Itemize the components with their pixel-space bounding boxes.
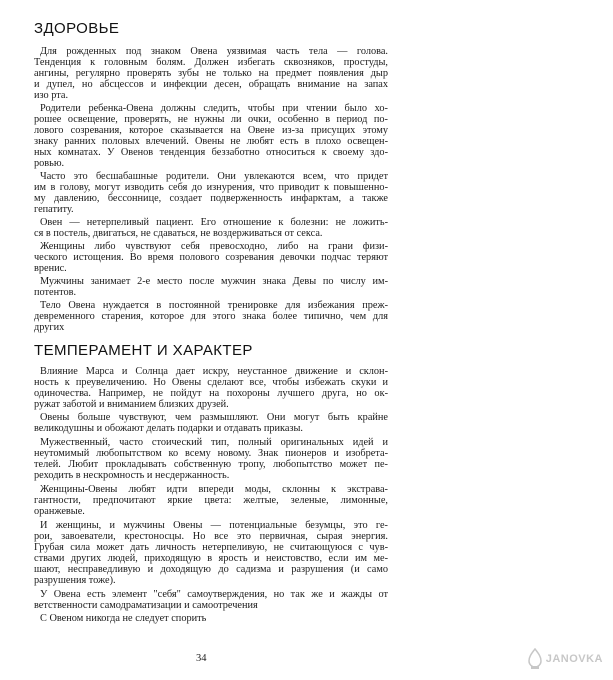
watermark bbox=[526, 648, 603, 670]
text-line: шают, несправедливую и доходящую до садизма и разрушения (и само bbox=[34, 564, 388, 575]
text-line: Часто это бесшабашные родители. Они увлекаются всем, что придет bbox=[40, 171, 388, 182]
text-line: Влияние Марса и Солнца дает искру, неустанное движение и склон- bbox=[40, 366, 388, 377]
watermark-text: JANOVKA bbox=[545, 653, 603, 665]
text-line: и дупел, но абсцессов и инфекции десен, обращать внимание на запах bbox=[34, 79, 388, 90]
text-line: гантности, предпочитают яркие цвета: желтые, зеленые, лимонные, bbox=[34, 495, 388, 506]
text-line: ность к преувеличению. Но Овены сделают все, чтобы избежать скуки и bbox=[34, 377, 388, 388]
text-line: великодушны и обожают делать подарки и отдавать приказы. bbox=[34, 423, 303, 434]
text-line: Мужественный, часто стоический тип, полный оригинальных идей и bbox=[40, 437, 388, 448]
text-line: гепатиту. bbox=[34, 204, 74, 215]
text-line: вренис. bbox=[34, 263, 67, 274]
text-line: разрушения тоже). bbox=[34, 575, 116, 586]
text-line: девременного старения, которое для этого знака более типично, чем для bbox=[34, 311, 388, 322]
text-line: И женщины, и мужчины Овены — потенциальные безумцы, это ге- bbox=[40, 520, 388, 531]
text-line: ветственности самодраматизации и самоотречения bbox=[34, 600, 258, 611]
text-line: ных комнатах. У Овенов тенденция беззаботно относиться к своему здо- bbox=[34, 147, 388, 158]
text-line: Тенденция к головным болям. Должен избегать сквозняков, простуды, bbox=[34, 57, 388, 68]
text-line: оранжевые. bbox=[34, 506, 85, 517]
text-line: ружат заботой и вниманием близких друзей. bbox=[34, 399, 229, 410]
text-line: ческого истощения. Во время полового созревания девочки подчас теряют bbox=[34, 252, 388, 263]
text-line: одиночества. Например, не пойдут на похороны лучшего друга, но ок- bbox=[34, 388, 388, 399]
text-line: телей. Любит прокладывать собственную тропу, любопытство может пе- bbox=[34, 459, 388, 470]
text-line: С Овеном никогда не следует спорить bbox=[40, 613, 207, 624]
text-line: Овены больше чувствуют, чем размышляют. Они могут быть крайне bbox=[40, 412, 388, 423]
text-line: Женщины либо чувствуют себя превосходно, либо на грани физи- bbox=[40, 241, 388, 252]
text-line: У Овена есть элемент "себя" самоутверждения, но так же и жажды от bbox=[40, 589, 388, 600]
text-line: потентов. bbox=[34, 287, 77, 298]
text-line: лового созревания, которое сказывается на Овене из-за присущих этому bbox=[34, 125, 388, 136]
text-line: реходить в нескромность и несдержанность. bbox=[34, 470, 230, 481]
section-heading-temperament: ТЕМПЕРАМЕНТ И ХАРАКТЕР bbox=[34, 342, 253, 359]
text-line: неутомимый любопытством ко всему новому. Знак пионеров и изобрета- bbox=[34, 448, 388, 459]
text-line: Грубая сила может дать личность нетерпеливую, не считающуюся с чув- bbox=[34, 542, 388, 553]
text-line: знаку ранних половых влечений. Овены не любят есть в плохо освещен- bbox=[34, 136, 388, 147]
text-line: рои, завоеватели, крестоносцы. Но все это первичная, сырая энергия. bbox=[34, 531, 388, 542]
text-line: ровью. bbox=[34, 158, 65, 169]
text-line: Женщины-Овены любят идти впереди моды, склонны к экстрава- bbox=[40, 484, 388, 495]
text-line: им в голову, могут изводить себя до изнурения, что приводит к повышенно- bbox=[34, 182, 388, 193]
text-line: Мужчины занимает 2-е место после мужчин знака Девы по числу им- bbox=[40, 276, 388, 287]
page-number: 34 bbox=[196, 653, 207, 664]
text-line: му давлению, бессоннице, создает подверженность инфарктам, а также bbox=[34, 193, 388, 204]
text-line: ся в постель, двигаться, не сдаваться, не воздерживаться от секса. bbox=[34, 228, 323, 239]
text-line: Овен — нетерпеливый пациент. Его отношение к болезни: не ложить- bbox=[40, 217, 388, 228]
text-line: Родители ребенка-Овена должны следить, чтобы при чтении было хо- bbox=[40, 103, 388, 114]
text-line: рошее освещение, проверять, не нужны ли очки, особенно в период по- bbox=[34, 114, 388, 125]
text-line: изо рта. bbox=[34, 90, 69, 101]
text-line: ангины, регулярно проверять зубы не только на предмет появления дыр bbox=[34, 68, 388, 79]
text-line: ствами других людей, приходящую в ярость и неистовство, если им ме- bbox=[34, 553, 388, 564]
watermark-lamp-icon bbox=[526, 648, 544, 670]
text-line: Для рожденных под знаком Овена уязвимая часть тела — голова. bbox=[40, 46, 388, 57]
text-line: других bbox=[34, 322, 65, 333]
section-heading-health: ЗДОРОВЬЕ bbox=[34, 20, 120, 37]
text-line: Тело Овена нуждается в постоянной тренировке для избежания преж- bbox=[40, 300, 388, 311]
